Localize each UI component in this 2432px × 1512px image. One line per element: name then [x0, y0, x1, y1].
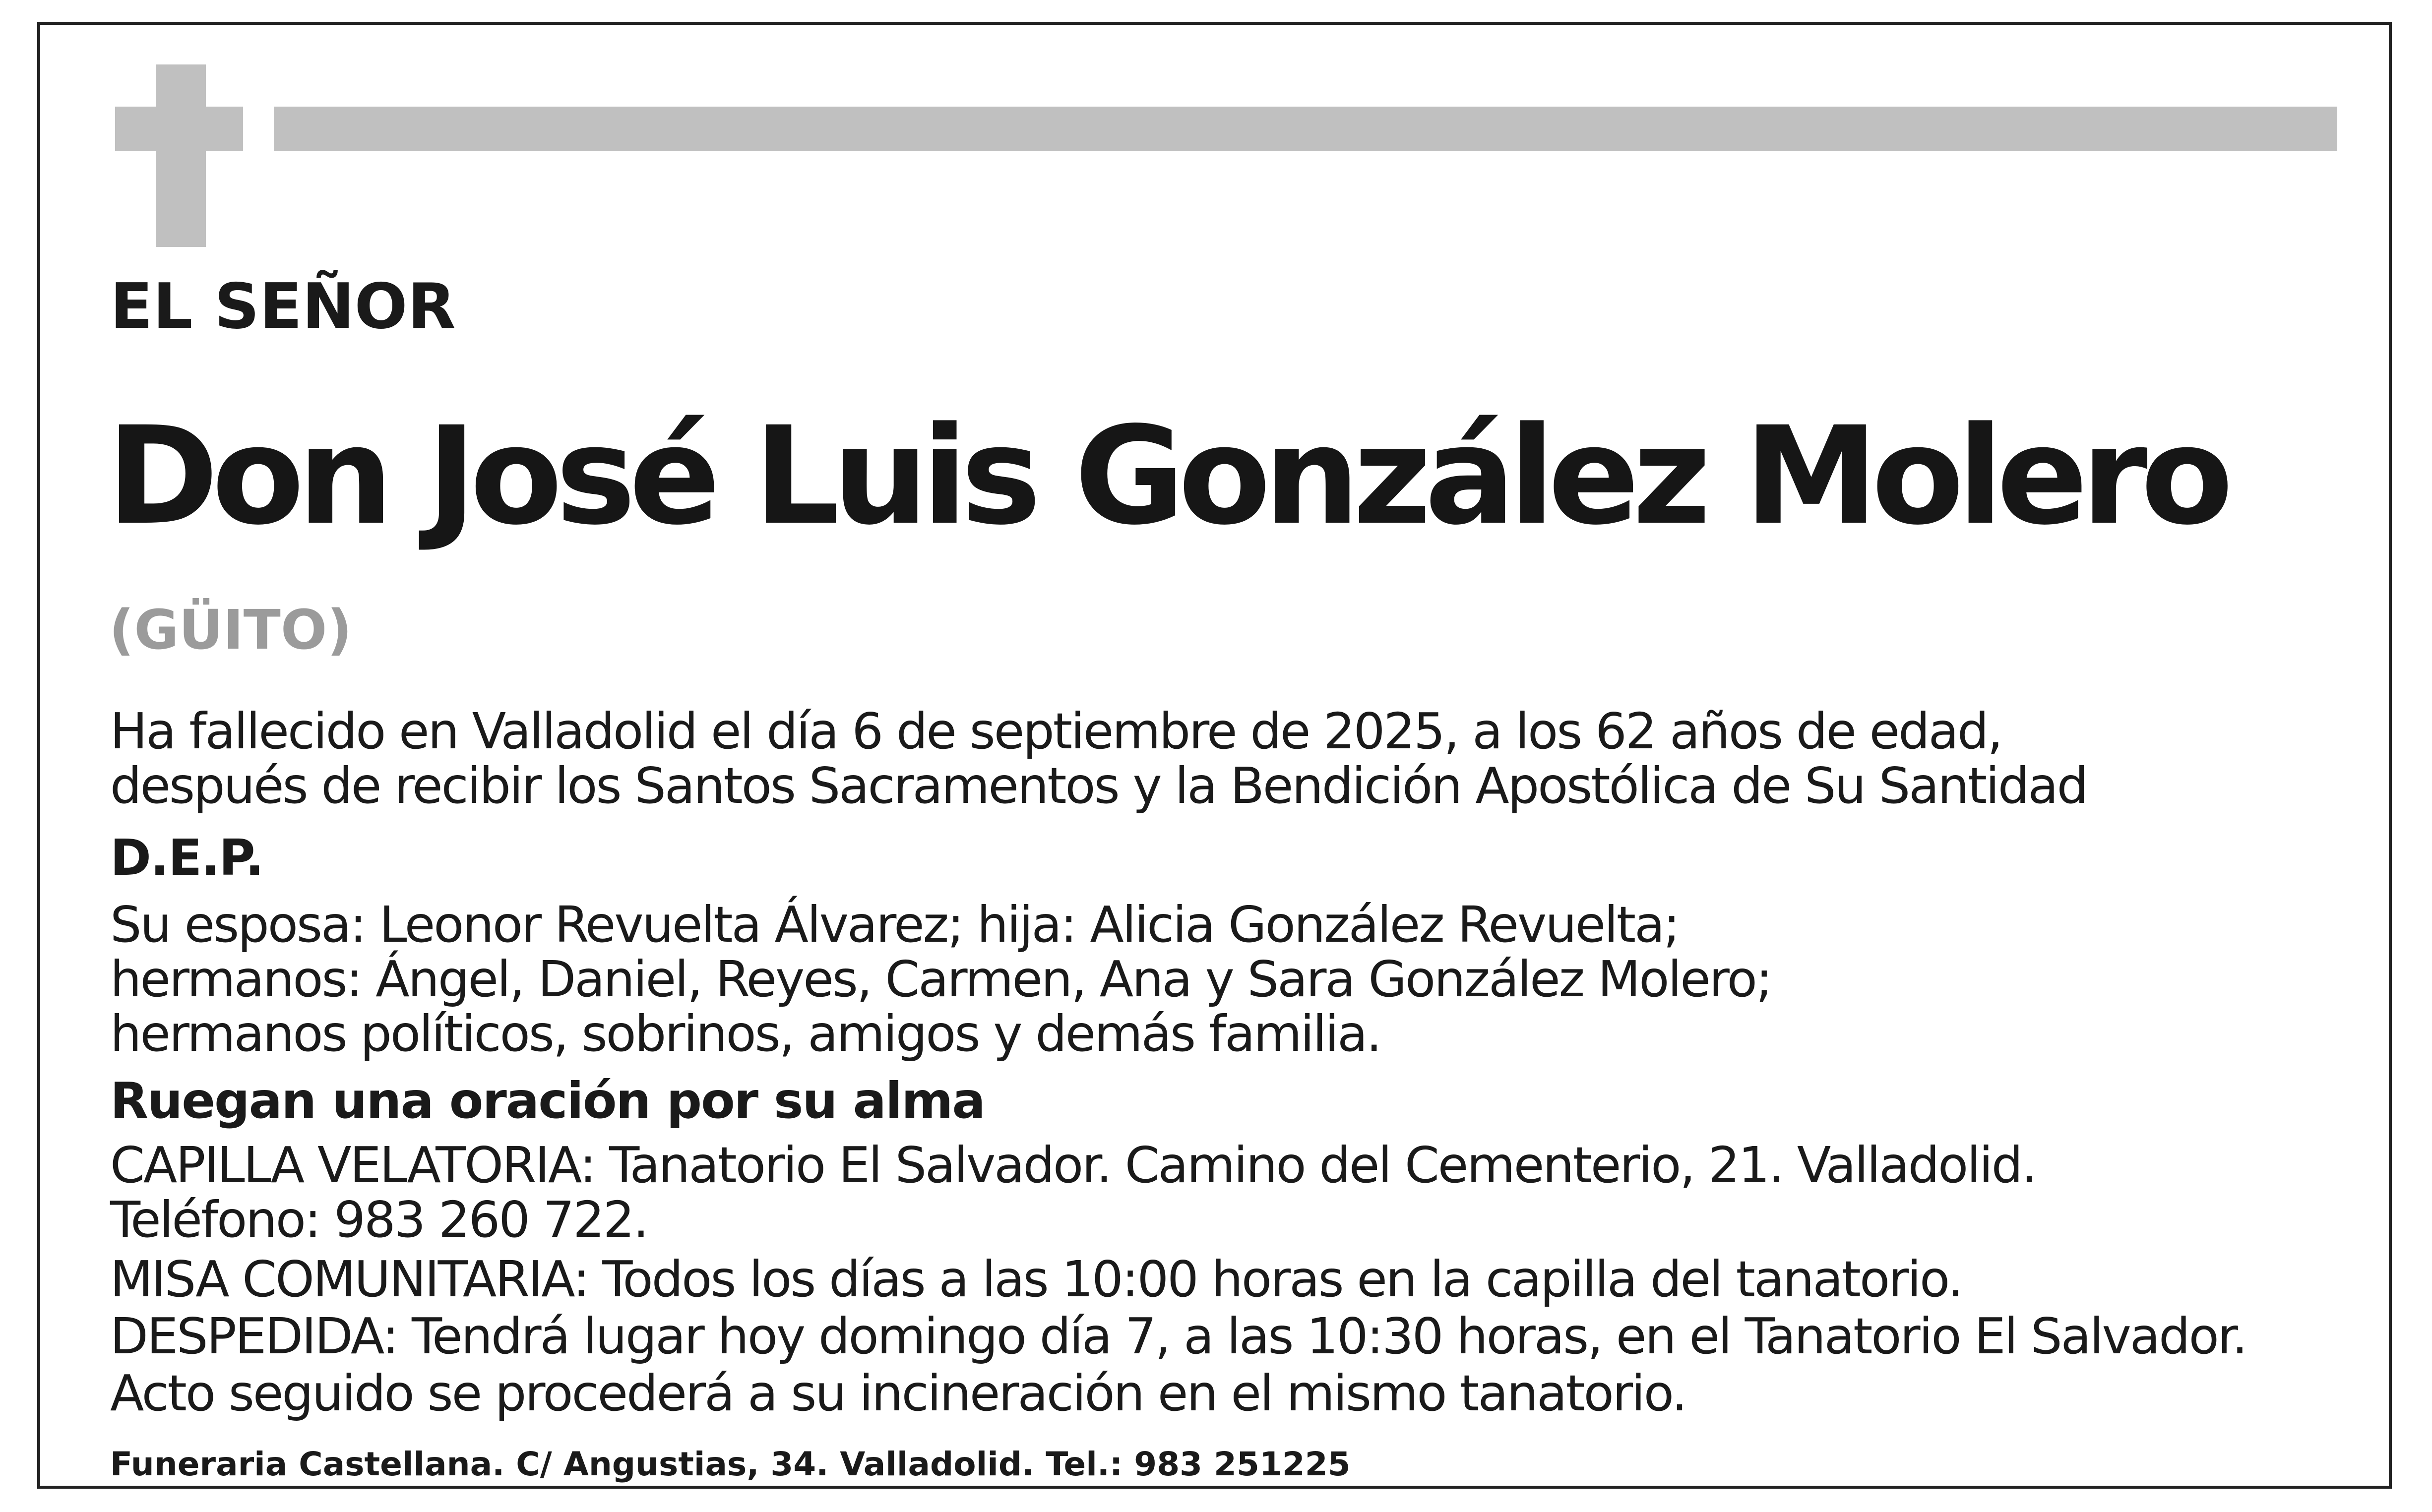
prayer-request: Ruegan una oración por su alma — [110, 1072, 985, 1130]
family-line: hermanos políticos, sobrinos, amigos y demás familia. — [110, 1005, 1381, 1063]
cross-icon — [156, 64, 206, 247]
deceased-name: Don José Luis González Molero — [107, 398, 2227, 555]
nickname: (GÜITO) — [109, 598, 352, 662]
dep-label: D.E.P. — [110, 829, 263, 887]
details-line: DESPEDIDA: Tendrá lugar hoy domingo día 7, a las 10:30 horas, en el Tanatorio El Salvador. — [110, 1307, 2246, 1365]
details-line: MISA COMUNITARIA: Todos los días a las 10:00 horas en la capilla del tanatorio. — [110, 1250, 1962, 1308]
announcement-line: Ha fallecido en Valladolid el día 6 de septiembre de 2025, a los 62 años de edad, — [110, 702, 2002, 760]
family-line: Su esposa: Leonor Revuelta Álvarez; hija: Alicia González Revuelta; — [110, 896, 1679, 954]
funeral-home-footer: Funeraria Castellana. C/ Angustias, 34. Valladolid. Tel.: 983 251225 — [110, 1445, 1351, 1483]
details-line: Teléfono: 983 260 722. — [110, 1191, 648, 1249]
announcement-line: después de recibir los Santos Sacramentos y la Bendición Apostólica de Su Santidad — [110, 757, 2087, 815]
family-line: hermanos: Ángel, Daniel, Reyes, Carmen, Ana y Sara González Molero; — [110, 950, 1771, 1008]
header-rule — [274, 107, 2337, 151]
details-line: Acto seguido se procederá a su incineración en el mismo tanatorio. — [110, 1364, 1686, 1422]
details-line: CAPILLA VELATORIA: Tanatorio El Salvador. Camino del Cementerio, 21. Valladolid. — [110, 1136, 2036, 1194]
cross-icon-arm — [115, 107, 243, 151]
pre-title: EL SEÑOR — [110, 270, 456, 343]
